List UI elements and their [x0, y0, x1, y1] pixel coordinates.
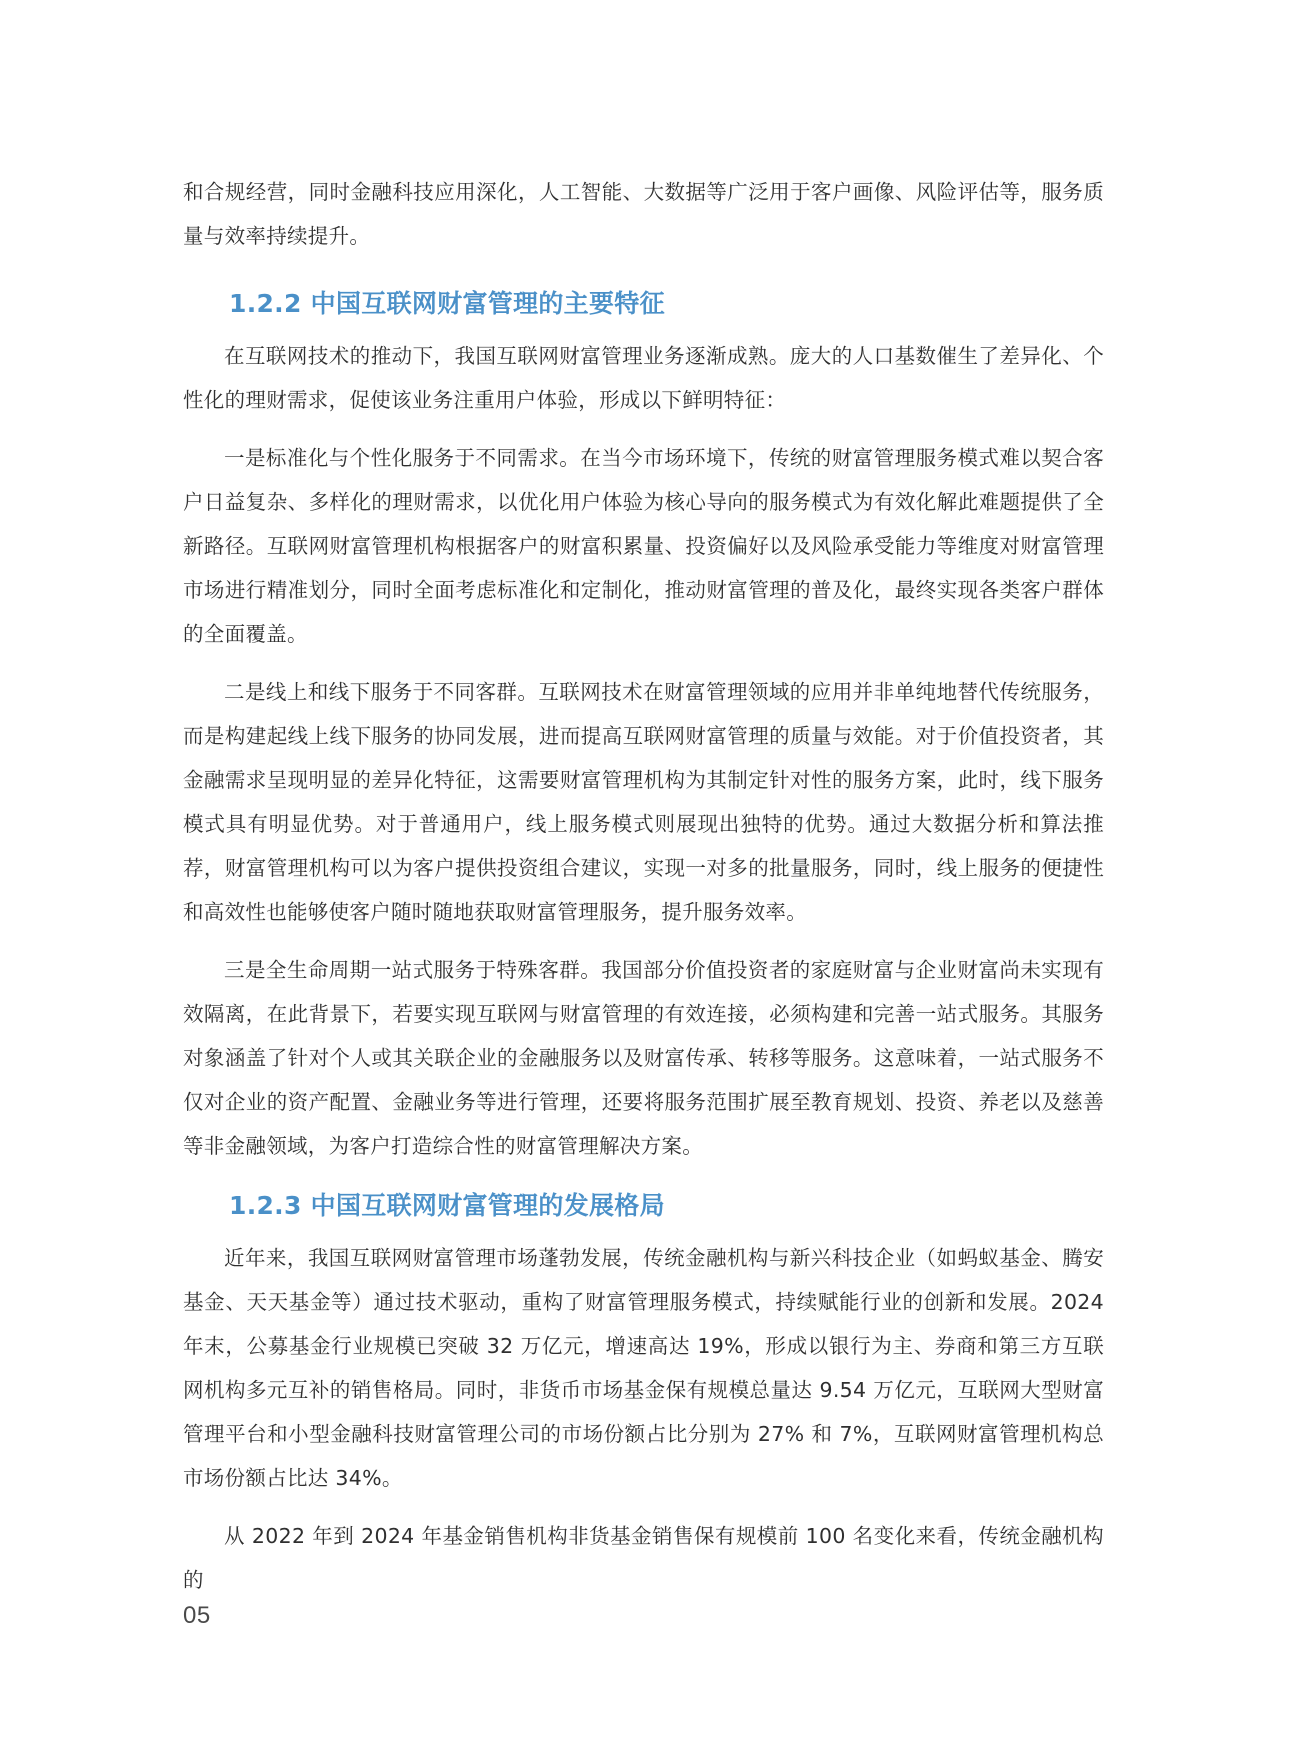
page-content	[183, 170, 1104, 1602]
paragraph-section-intro: 在互联网技术的推动下，我国互联网财富管理业务逐渐成熟。庞大的人口基数催生了差异化、个性化的理财需求，促使该业务注重用户体验，形成以下鲜明特征：	[183, 344, 1104, 412]
paragraph-feature-one: 一是标准化与个性化服务于不同需求。在当今市场环境下，传统的财富管理服务模式难以契合客户日益复杂、多样化的理财需求，以优化用户体验为核心导向的服务模式为有效化解此难题提供了全新路径。互联网财富管理机构根据客户的财富积累量、投资偏好以及风险承受能力等维度对财富管理市场进行精准划分，同时全面考虑标准化和定制化，推动财富管理的普及化，最终实现各类客户群体的全面覆盖。	[183, 446, 1104, 646]
section-heading-1-2-2: 1.2.2 中国互联网财富管理的主要特征	[229, 289, 665, 318]
paragraph-feature-two: 二是线上和线下服务于不同客群。互联网技术在财富管理领域的应用并非单纯地替代传统服务，而是构建起线上线下服务的协同发展，进而提高互联网财富管理的质量与效能。对于价值投资者，其金融需求呈现明显的差异化特征，这需要财富管理机构为其制定针对性的服务方案，此时，线下服务模式具有明显优势。对于普通用户，线上服务模式则展现出独特的优势。通过大数据分析和算法推荐，财富管理机构可以为客户提供投资组合建议，实现一对多的批量服务，同时，线上服务的便捷性和高效性也能够使客户随时随地获取财富管理服务，提升服务效率。	[183, 680, 1104, 924]
paragraph-intro-tail: 和合规经营，同时金融科技应用深化，人工智能、大数据等广泛用于客户画像、风险评估等，服务质量与效率持续提升。	[183, 180, 1104, 248]
page-number: 05	[183, 1602, 211, 1629]
paragraph-ranking-change: 从 2022 年到 2024 年基金销售机构非货基金销售保有规模前 100 名变化来看，传统金融机构的	[183, 1524, 1104, 1592]
paragraph-market-overview: 近年来，我国互联网财富管理市场蓬勃发展，传统金融机构与新兴科技企业（如蚂蚁基金、腾安基金、天天基金等）通过技术驱动，重构了财富管理服务模式，持续赋能行业的创新和发展。2024 年末，公募基金行业规模已突破 32 万亿元，增速高达 19%，形成以银行为主、券商和第三方互联网机构多元互补的销售格局。同时，非货币市场基金保有规模总量达 9.54 万亿元，互联网大型财富管理平台和小型金融科技财富管理公司的市场份额占比分别为 27% 和 7%，互联网财富管理机构总市场份额占比达 34%。	[183, 1246, 1104, 1490]
section-heading-1-2-3: 1.2.3 中国互联网财富管理的发展格局	[229, 1191, 665, 1220]
paragraph-feature-three: 三是全生命周期一站式服务于特殊客群。我国部分价值投资者的家庭财富与企业财富尚未实现有效隔离，在此背景下，若要实现互联网与财富管理的有效连接，必须构建和完善一站式服务。其服务对象涵盖了针对个人或其关联企业的金融服务以及财富传承、转移等服务。这意味着，一站式服务不仅对企业的资产配置、金融业务等进行管理，还要将服务范围扩展至教育规划、投资、养老以及慈善等非金融领域，为客户打造综合性的财富管理解决方案。	[183, 958, 1104, 1158]
